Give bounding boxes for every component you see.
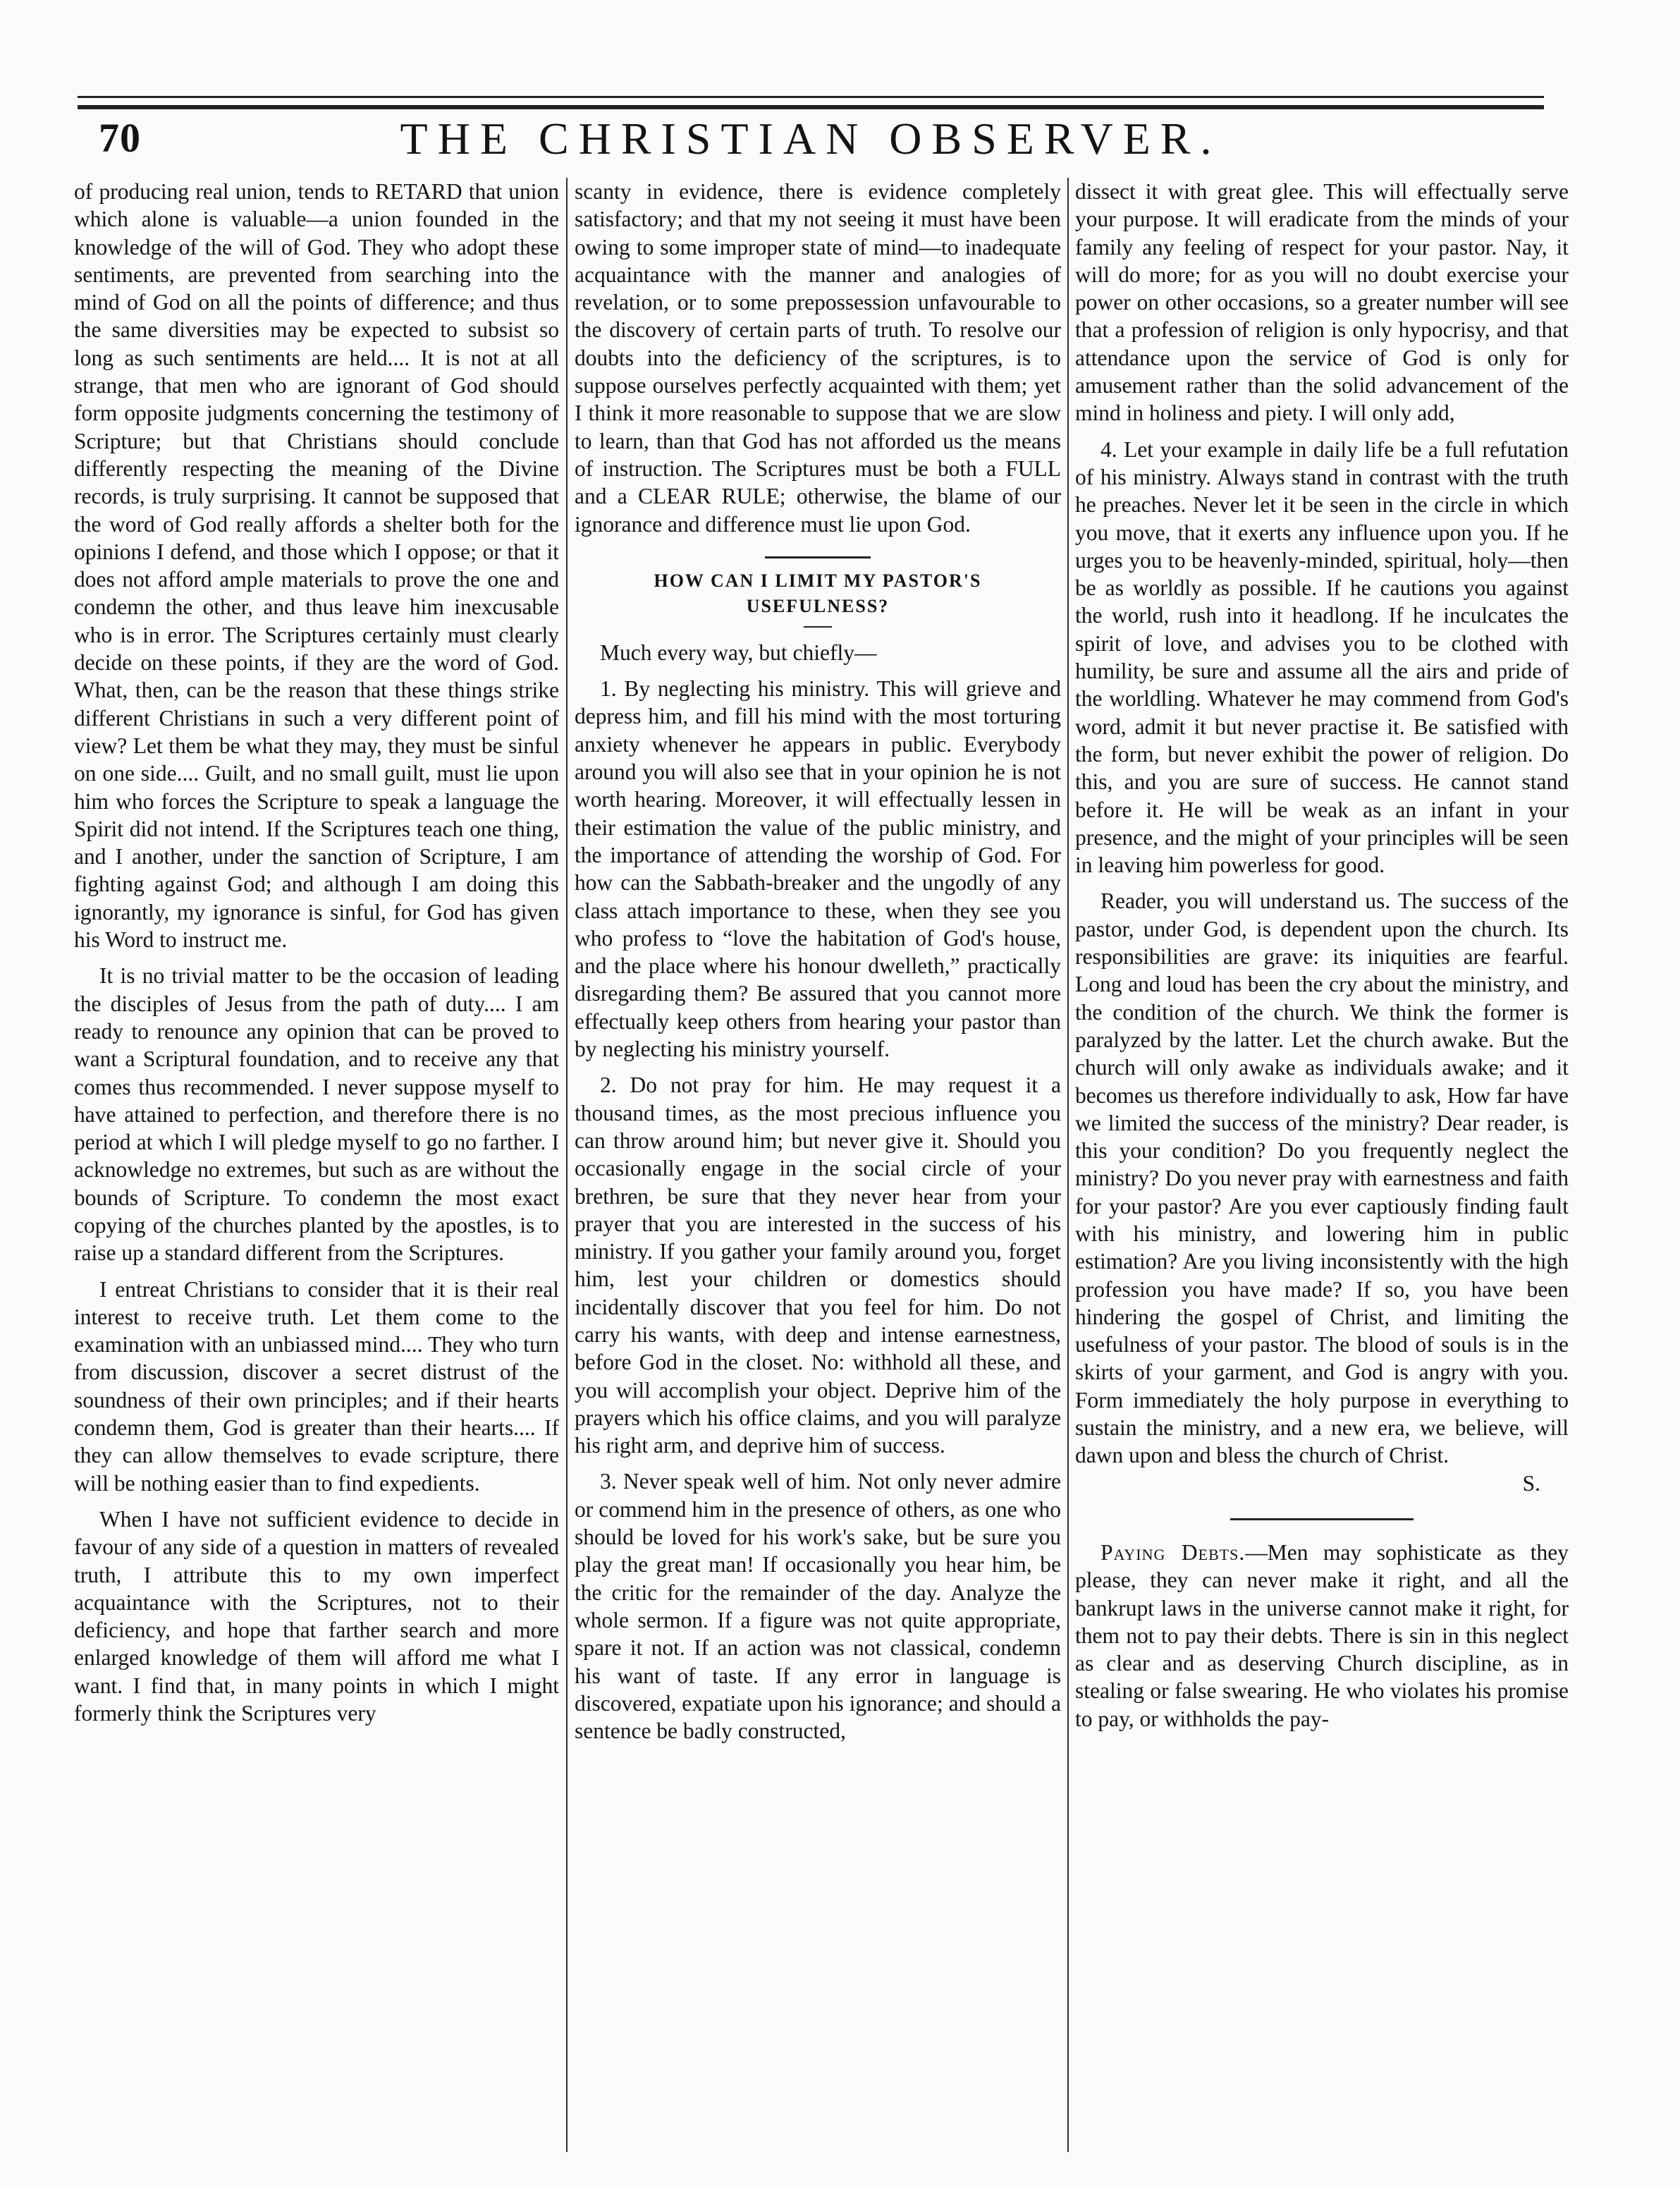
column-2 [575,178,1061,2152]
paragraph: 2. Do not pray for him. He may request it a thousand times, as the most precious influence you can throw around him; but never give it. Should you occasionally engage in the social circle of your brethren, be sure that they never hear from your prayer that you are interested in the success of his ministry. If you gather your family around you, forget him, lest your children or domestics should incidentally discover that you feel for him. Do not carry his wants, with deep and intense earnestness, before God in the closet. No: withhold all these, and you will accomplish your object. Deprive him of the prayers which his office claims, and you will paralyze his right arm, and deprive him of success. [575,1073,1061,1458]
paragraph: scanty in evidence, there is evidence completely satisfactory; and that my not seeing it must have been owing to some improper state of mind—to inadequate acquaintance with the manner and analogies of revelation, or to some prepossession unfavourable to the discovery of certain parts of truth. To resolve our doubts into the deficiency of the scriptures, is to suppose ourselves perfectly acquainted with them; yet I think it more reasonable to suppose that we are slow to learn, than that God has not afforded us the means of instruction. The Scriptures must be both a FULL and a CLEAR RULE; otherwise, the blame of our ignorance and difference must lie upon God. [575,179,1061,537]
section-rule [765,556,871,558]
paragraph: 4. Let your example in daily life be a full refutation of his ministry. Always stand in contrast with the truth he preaches. Never let it be seen in the circle in which you move, that it exerts any influence upon you. If he urges you to be heavenly-minded, spiritual, holy—then be as worldly as possible. If he cautions you against the world, rush into it headlong. If he inculcates the spirit of love, and advises you to be clothed with humility, be sure and assume all the airs and pride of the worldling. Whatever he may commend from God's word, admit it but never practise it. Be satisfied with the form, but never exhibit the power of religion. Do this, and you are sure of success. He cannot stand before it. He will be weak as an infant in your presence, and the might of your principles will be seen in leaving him powerless for good. [1075,436,1569,878]
small-rule [804,626,832,628]
paragraph: When I have not sufficient evidence to decide in favour of any side of a question in matters of revealed truth, I attribute this to my own imperfect acquaintance with the Scriptures, not to their deficiency, and hope that farther search and more enlarged knowledge of them will afford me what I want. I find that, in many points in which I might formerly think the Scriptures very [74,1506,559,1726]
section-rule [1230,1518,1414,1520]
section-intro: Much every way, but chiefly— [600,640,877,665]
paragraph: 3. Never speak well of him. Not only never admire or commend him in the presence of others, as one who should be loved for his work's sake, but be sure you play the great man! If occasionally you hear him, be the critic for the remainder of the day. Analyze the whole sermon. If a figure was not quite appropriate, spare it not. If an action was not classical, condemn his want of taste. If any error in language is discovered, expatiate upon his ignorance; and should a sentence be badly constructed, [575,1469,1061,1744]
paragraph: Reader, you will understand us. The success of the pastor, under God, is dependent upon the church. Its responsibilities are grave: its iniquities are fearful. Long and loud has been the cry about the ministry, and the condition of the church. We think the former is paralyzed by the latter. Let the church awake. But the church will only awake as individuals awake; and it becomes us therefore individually to ask, How far have we limited the success of the ministry? Dear reader, is this your condition? Do you frequently neglect the ministry? Do you never pray with earnestness and faith for your pastor? Are you ever captiously finding fault with his ministry, and lowering him in public estimation? Are you living inconsistently with the high profession you have made? If so, you have been hindering the gospel of Christ, and limiting the usefulness of your pastor. The blood of souls is in the skirts of your garment, and God is angry with you. Form immediately the holy purpose in everything to sustain the ministry, and a new era, we believe, will dawn upon and bless the church of Christ. [1075,889,1569,1468]
paragraph: dissect it with great glee. This will effectually serve your purpose. It will eradicate from the minds of your family any feeling of respect for your pastor. Nay, it will do more; for as you will no doubt exercise your power on other occasions, so a greater number will see that a profession of religion is only hypocrisy, and that attendance upon the service of God is only for amusement rather than the solid advancement of the mind in holiness and piety. I will only add, [1075,179,1569,426]
paragraph [1075,1539,1569,1733]
column-3 [1075,178,1569,2152]
paragraph: I entreat Christians to consider that it is their real interest to receive truth. Let them come to the examination with an unbiassed mind.... They who turn from discussion, discover a secret distrust of the soundness of their own principles; and if their hearts condemn them, God is greater than their hearts.... If they can allow themselves to evade scripture, there will be nothing easier than to find expedients. [74,1276,559,1496]
article-lead: Paying Debts. [1100,1539,1246,1565]
article-text: —Men may sophisticate as they please, they can never make it right, and all the bankrupt laws in the universe cannot make it right, for them not to pay their debts. There is sin in this neglect as clear and as deserving Church discipline, as in stealing or false swearing. He who violates his promise to pay, or withholds the pay- [1075,1539,1569,1731]
page-header [78,113,1544,169]
paragraph: of producing real union, tends to RETARD that union which alone is valuable—a union founded in the knowledge of the will of God. They who adopt these sentiments, are prevented from searching into the mind of God on all the points of difference; and thus the same diversities may be expected to subsist so long as such sentiments are held.... It is not at all strange, that men who are ignorant of God should form opposite judgments concerning the testimony of Scripture; but that Christians should conclude differently respecting the meaning of the Divine records, is truly surprising. It cannot be supposed that the word of God really affords a shelter both for the opinions I defend, and those which I oppose; or that it does not afford ample materials to prove the one and condemn the other, and thus leave him inexcusable who is in error. The Scriptures certainly must clearly decide on these points, if they are the word of God. What, then, can be the reason that these things strike different Christians in such a very different point of view? Let them be what they may, they must be sinful on one side.... Guilt, and no small guilt, must lie upon him who forces the Scripture to speak a language the Spirit did not intend. If the Scriptures teach one thing, and I another, under the sanction of Scripture, I am fighting against God; and although I am doing this ignorantly, my ignorance is sinful, for God has given his Word to instruct me. [74,179,559,953]
section-title: HOW CAN I LIMIT MY PASTOR'S USEFULNESS? [654,570,982,616]
top-rule [78,96,1544,109]
page-number: 70 [99,115,141,161]
signature-line [1075,1470,1569,1497]
masthead-title: THE CHRISTIAN OBSERVER. [400,114,1222,164]
paragraph: It is no trivial matter to be the occasion of leading the disciples of Jesus from the path of duty.... I am ready to renounce any opinion that can be proved to want a Scriptural foundation, and to receive any that comes thus recommended. I never suppose myself to have attained to perfection, and therefore there is no period at which I will pledge myself to go no farther. I acknowledge no extremes, but such as are without the bounds of Scripture. To condemn the most exact copying of the churches planted by the apostles, is to raise up a standard different from the Scriptures. [74,963,559,1266]
signature: S. [1522,1470,1540,1496]
column-divider-1 [566,178,568,2152]
column-divider-2 [1067,178,1069,2152]
paragraph: 1. By neglecting his ministry. This will grieve and depress him, and fill his mind with the most torturing anxiety whenever he appears in public. Everybody around you will also see that in your opinion he is not worth hearing. Moreover, it will effectually lessen in their estimation the value of the public ministry, and the importance of attending the worship of God. For how can the Sabbath-breaker and the ungodly of any class attach importance to these, when they see you who profess to “love the habitation of God's house, and the place where his honour dwelleth,” practically disregarding them? Be assured that you cannot more effectually keep others from hearing your pastor than by neglecting his ministry yourself. [575,676,1061,1062]
column-1 [74,178,559,2152]
